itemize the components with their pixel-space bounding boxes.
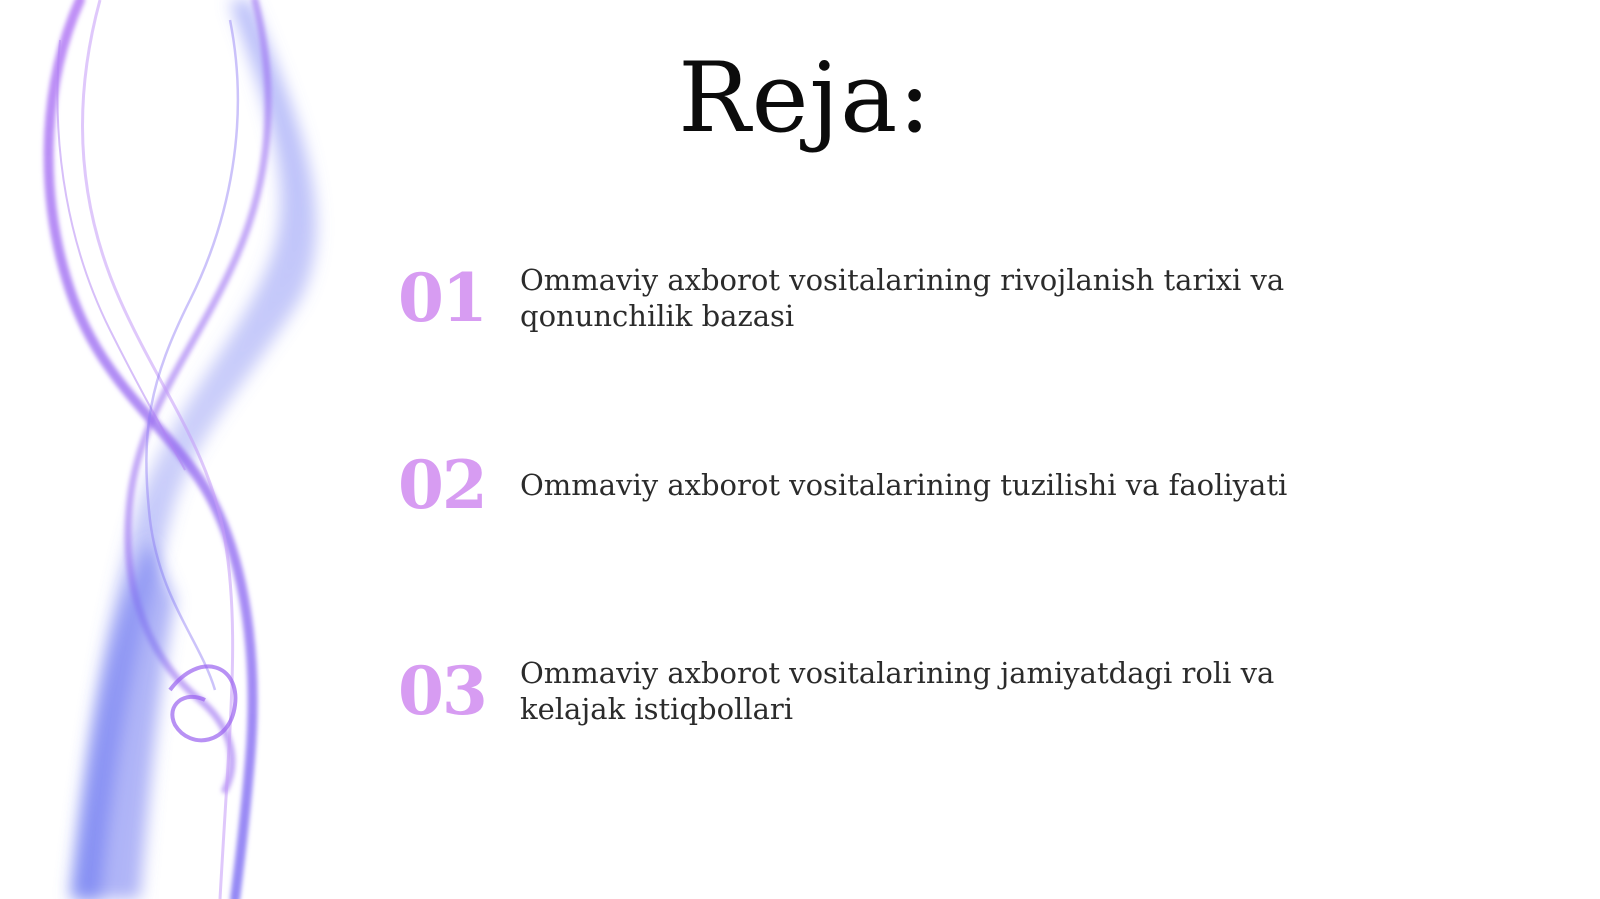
purple-smoke-ribbon-icon xyxy=(0,0,400,899)
item-number: 02 xyxy=(398,446,486,524)
list-item xyxy=(398,651,1398,731)
item-text: Ommaviy axborot vositalarining jamiyatdagi roli va kelajak istiqbollari xyxy=(520,656,1275,726)
item-text: Ommaviy axborot vositalarining tuzilishi va faoliyati xyxy=(520,468,1288,502)
item-number: 01 xyxy=(398,259,486,337)
slide-title: Reja: xyxy=(678,42,932,154)
item-text: Ommaviy axborot vositalarining rivojlanish tarixi va qonunchilik bazasi xyxy=(520,263,1285,333)
list-item xyxy=(398,445,1398,525)
list-item xyxy=(398,258,1398,338)
item-number: 03 xyxy=(398,652,486,730)
